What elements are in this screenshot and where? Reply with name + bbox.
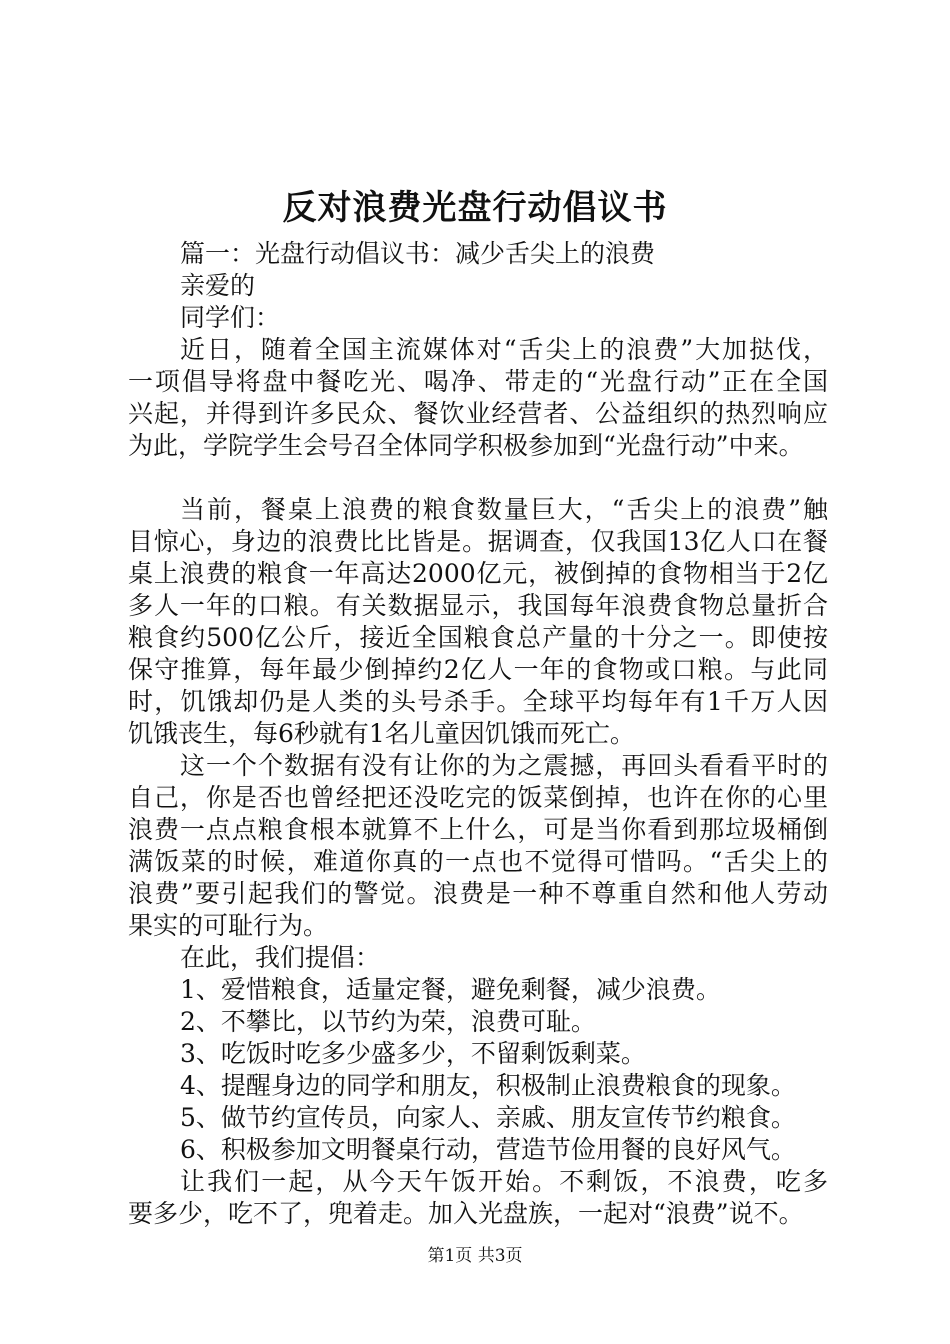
paragraph-line: 时，饥饿却仍是人类的头号杀手。全球平均每年有1千万人因 — [128, 687, 828, 716]
document-body — [128, 238, 828, 1230]
paragraph-line: 浪费”要引起我们的警觉。浪费是一种不尊重自然和他人劳动 — [128, 879, 828, 908]
paragraph-line: 要多少，吃不了，兜着走。加入光盘族，一起对“浪费”说不。 — [128, 1199, 804, 1228]
proposal-item: 5、做节约宣传员，向家人、亲戚、朋友宣传节约粮食。 — [180, 1103, 796, 1132]
paragraph-line: 兴起，并得到许多民众、餐饮业经营者、公益组织的热烈响应 — [128, 399, 828, 428]
paragraph-line: 饥饿丧生，每6秒就有1名儿童因饥饿而死亡。 — [128, 719, 635, 748]
proposal-item: 6、积极参加文明餐桌行动，营造节俭用餐的良好风气。 — [180, 1135, 796, 1164]
page-number-footer: 第1页 共3页 — [427, 1246, 523, 1266]
paragraph-line: 多人一年的口粮。有关数据显示，我国每年浪费食物总量折合 — [128, 591, 828, 620]
paragraph-line: 目惊心，身边的浪费比比皆是。据调查，仅我国13亿人口在餐 — [128, 527, 828, 556]
paragraph-line: 粮食约500亿公斤，接近全国粮食总产量的十分之一。即使按 — [128, 623, 828, 652]
salutation-line: 亲爱的 — [180, 271, 256, 300]
paragraph-line: 满饭菜的时候，难道你真的一点也不觉得可惜吗。“舌尖上的 — [128, 847, 828, 876]
blank-line — [128, 462, 828, 494]
section-heading: 篇一：光盘行动倡议书：减少舌尖上的浪费 — [180, 239, 656, 268]
paragraph-line: 自己，你是否也曾经把还没吃完的饭菜倒掉，也许在你的心里 — [128, 783, 828, 812]
proposal-item: 4、提醒身边的同学和朋友，积极制止浪费粮食的现象。 — [180, 1071, 796, 1100]
paragraph-line: 保守推算，每年最少倒掉约2亿人一年的食物或口粮。与此同 — [128, 655, 828, 684]
proposal-item: 3、吃饭时吃多少盛多少，不留剩饭剩菜。 — [180, 1039, 646, 1068]
proposal-intro: 在此，我们提倡： — [180, 943, 381, 972]
proposal-item: 1、爱惜粮食，适量定餐，避免剩餐，减少浪费。 — [180, 975, 721, 1004]
paragraph-line: 一项倡导将盘中餐吃光、喝净、带走的“光盘行动”正在全国 — [128, 367, 828, 396]
paragraph-line: 为此，学院学生会号召全体同学积极参加到“光盘行动”中来。 — [128, 431, 804, 460]
paragraph-line: 浪费一点点粮食根本就算不上什么，可是当你看到那垃圾桶倒 — [128, 815, 828, 844]
document-title: 反对浪费光盘行动倡议书 — [282, 188, 668, 228]
paragraph-line: 当前，餐桌上浪费的粮食数量巨大，“舌尖上的浪费”触 — [180, 495, 828, 524]
proposal-item: 2、不攀比，以节约为荣，浪费可耻。 — [180, 1007, 596, 1036]
paragraph-line: 这一个个数据有没有让你的为之震撼，再回头看看平时的 — [180, 751, 828, 780]
paragraph-line: 桌上浪费的粮食一年高达2000亿元，被倒掉的食物相当于2亿 — [128, 559, 828, 588]
paragraph-line: 近日，随着全国主流媒体对“舌尖上的浪费”大加挞伐， — [180, 335, 828, 364]
paragraph-line: 让我们一起，从今天午饭开始。不剩饭，不浪费，吃多 — [180, 1167, 828, 1196]
paragraph-line: 果实的可耻行为。 — [128, 911, 329, 940]
salutation-line: 同学们： — [180, 303, 281, 332]
